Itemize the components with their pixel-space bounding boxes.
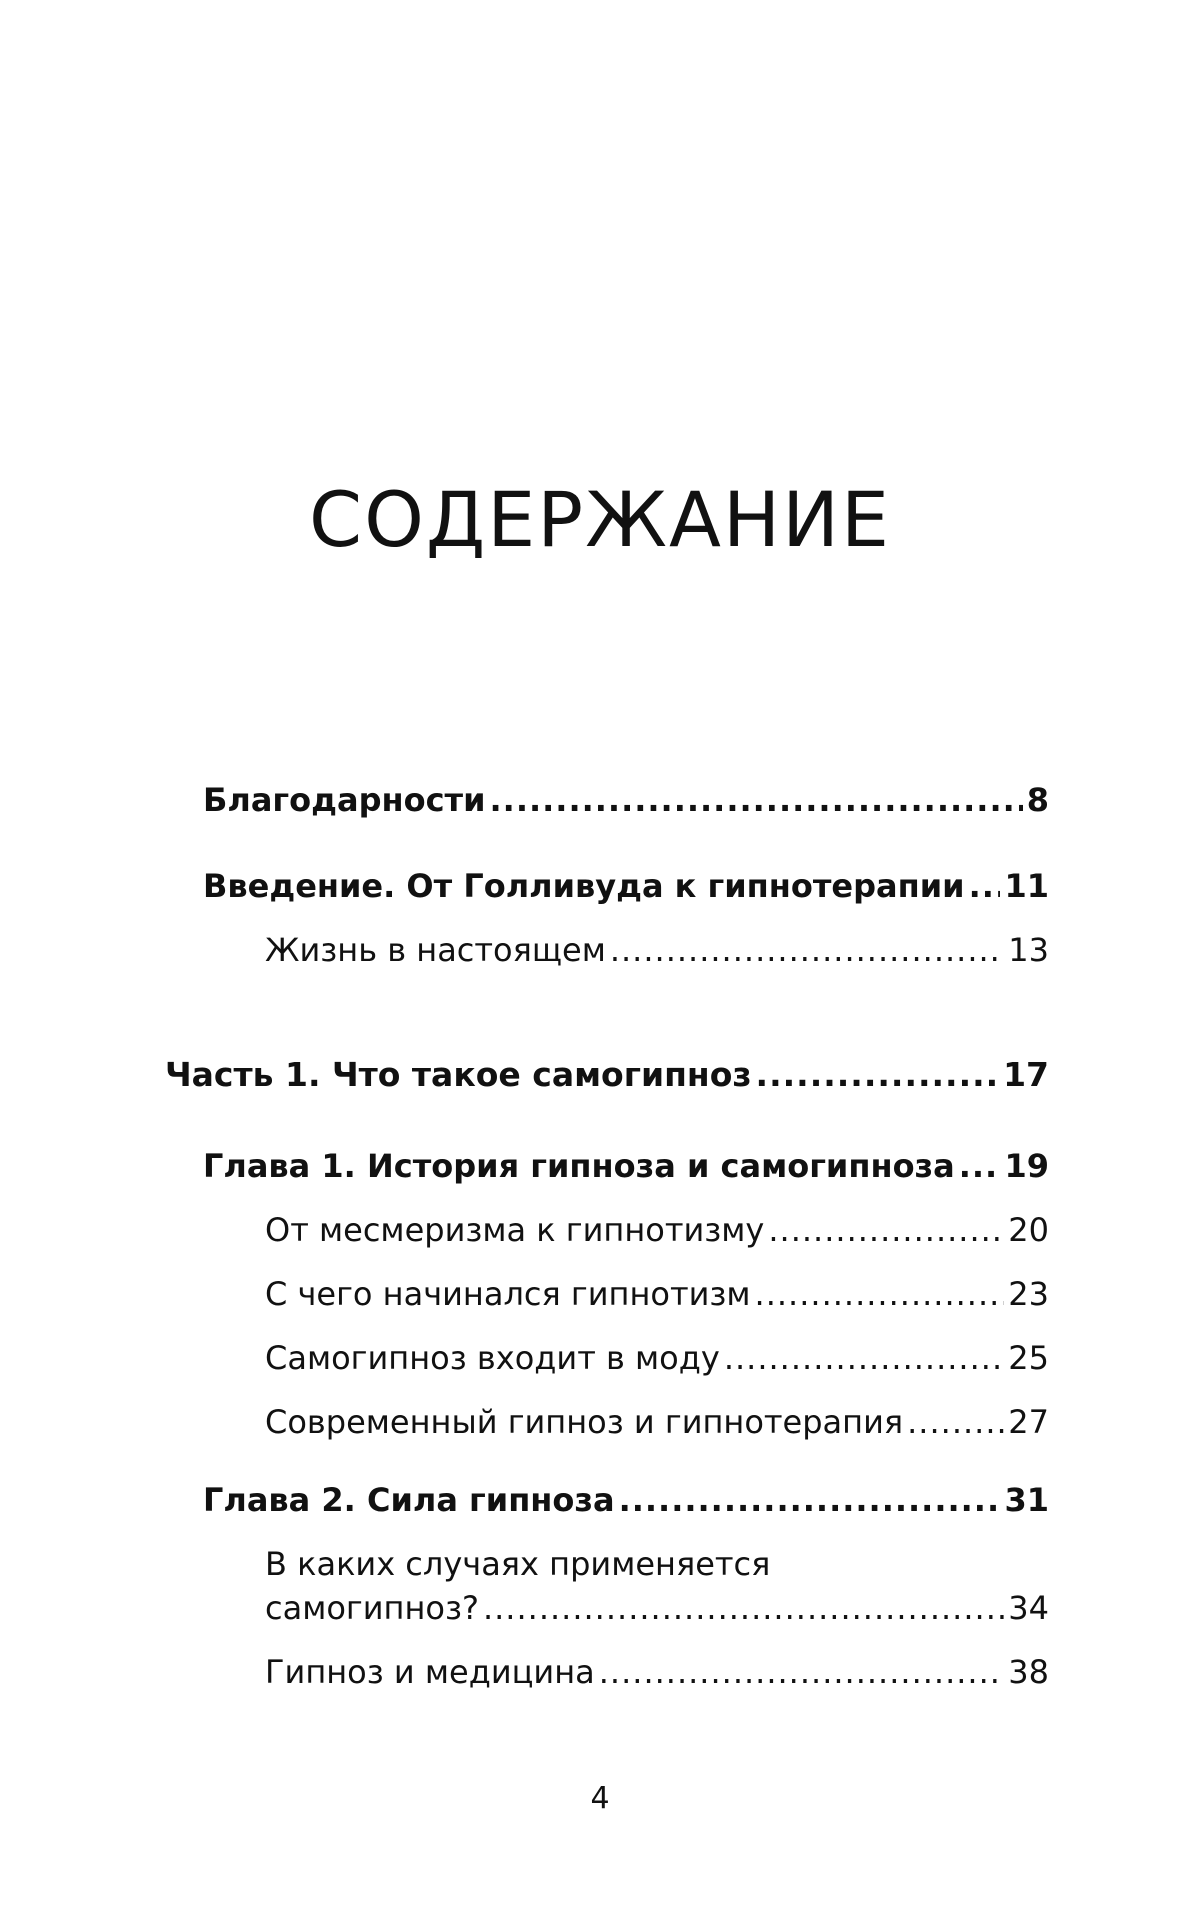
toc-page-number: 8: [1026, 781, 1049, 819]
toc-entry-label: Жизнь в настоящем: [265, 931, 606, 969]
toc-entry: [165, 1055, 1049, 1094]
toc-entry-label: Гипноз и медицина: [265, 1653, 595, 1691]
toc-entry-label: Благодарности: [203, 781, 486, 819]
dot-leader: [610, 934, 1004, 966]
toc-entry: [203, 867, 1049, 905]
dot-leader: [483, 1592, 1004, 1624]
toc-entry: [203, 1147, 1049, 1185]
toc-page-number: 23: [1008, 1275, 1049, 1313]
dot-leader: [755, 1278, 1005, 1310]
toc-entry: [203, 1481, 1049, 1519]
dot-leader: [599, 1656, 1005, 1688]
toc-entry-label: Часть 1. Что такое самогипноз: [165, 1055, 752, 1094]
dot-leader: [490, 784, 1023, 816]
toc-entry: [203, 781, 1049, 819]
dot-leader: [756, 1058, 1000, 1091]
toc-entry-label: Введение. От Голливуда к гипнотерапии: [203, 867, 965, 905]
toc-page-number: 31: [1004, 1481, 1049, 1519]
toc-entry-label: Глава 1. История гипноза и самогипноза: [203, 1147, 955, 1185]
toc-page-number: 19: [1004, 1147, 1049, 1185]
toc-entry: [265, 1653, 1049, 1691]
toc-entry: [265, 931, 1049, 969]
dot-leader: [907, 1406, 1004, 1438]
toc-entry-label: С чего начинался гипнотизм: [265, 1275, 751, 1313]
toc-page-number: 27: [1008, 1403, 1049, 1441]
toc-entry-label: Глава 2. Сила гипноза: [203, 1481, 615, 1519]
dot-leader: [619, 1484, 1001, 1516]
toc-page-number: 20: [1008, 1211, 1049, 1249]
toc-entry-label-line1: В каких случаях применяется: [265, 1545, 771, 1583]
page-title: СОДЕРЖАНИЕ: [309, 475, 891, 564]
toc-page-number: 38: [1008, 1653, 1049, 1691]
toc-entry-label: Самогипноз входит в моду: [265, 1339, 720, 1377]
toc-page-number: 13: [1008, 931, 1049, 969]
dot-leader: [768, 1214, 1004, 1246]
toc-page-number: 25: [1008, 1339, 1049, 1377]
dot-leader: [959, 1150, 1001, 1182]
toc-entry: [265, 1211, 1049, 1249]
toc-entry: [265, 1339, 1049, 1377]
toc-entry: [265, 1403, 1049, 1441]
toc-entry: [265, 1589, 1049, 1627]
toc-page-number: 11: [1004, 867, 1049, 905]
toc-page-number: 17: [1003, 1055, 1049, 1094]
toc-entry-label: самогипноз?: [265, 1589, 479, 1627]
toc-entry-label: Современный гипноз и гипнотерапия: [265, 1403, 904, 1441]
toc-page-number: 34: [1008, 1589, 1049, 1627]
dot-leader: [724, 1342, 1004, 1374]
toc-entry: [265, 1275, 1049, 1313]
dot-leader: [969, 870, 1001, 902]
page-number: 4: [590, 1781, 610, 1816]
toc-entry-label: От месмеризма к гипнотизму: [265, 1211, 765, 1249]
